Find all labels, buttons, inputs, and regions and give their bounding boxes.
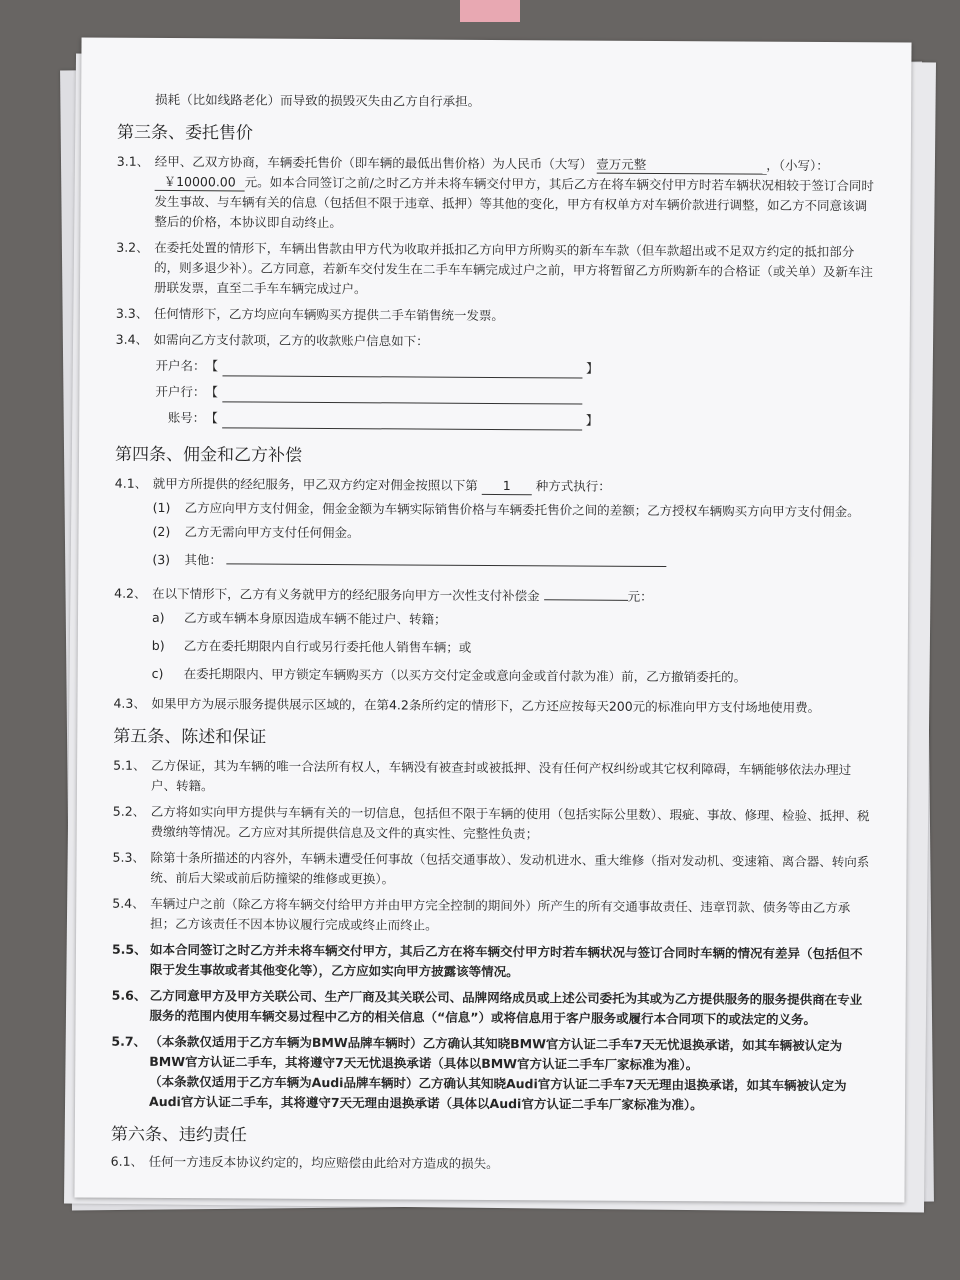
clause-number: 5.4、: [112, 895, 145, 911]
clause-text: 乙方保证，其为车辆的唯一合法所有权人，车辆没有被查封或被抵押、没有任何产权纠纷或其它权利障碍，车辆能够依法办理过户、转籍。: [150, 757, 852, 794]
pink-paper-edge: [460, 0, 520, 22]
clause-text: 如本合同签订之时乙方并未将车辆交付甲方，其后乙方在将车辆交付甲方时若车辆状况与签订合同时车辆的情况有差异（包括但不限于发生事故或者其他变化等），乙方应如实向甲方披露该等情况。: [149, 941, 863, 980]
clause-5-1: [113, 756, 873, 801]
clause-number: 5.3、: [112, 849, 145, 865]
clause-5-5: [112, 940, 872, 985]
price-upper-field: 壹万元整: [596, 157, 766, 175]
clause-text: （本条款仅适用于乙方车辆为BMW品牌车辆时）乙方确认其知晓BMW官方认证二手车7天无忧退换承诺，如其车辆被认定为BMW官方认证二手车，其将遵守7天无忧退换承诺（具体以BMW官方认证二手车厂家标准为准）。 （本条款仅适用于乙方车辆为Audi品牌车辆时）乙方确认其知晓Audi官方认证二手车7天无理由退换承诺，如其车辆被认定为Audi官方认证二手车，其将遵守7天无理由退换承诺（具体以Audi官方认证二手车厂家标准为准）。: [149, 1033, 847, 1113]
clause-text: 任何情形下，乙方均应向车辆购买方提供二手车销售统一发票。: [153, 305, 504, 324]
clause-number: 4.1、: [114, 475, 148, 491]
clause-5-3: [112, 848, 872, 893]
clause-3-2: [116, 238, 876, 303]
account-number-row: 账号： 【 】: [115, 408, 875, 433]
other-method-field[interactable]: [226, 563, 666, 567]
case-a: a) 乙方或车辆本身原因造成车辆不能过户、转籍；: [151, 609, 447, 627]
clause-5-4: [112, 894, 872, 939]
account-name-field[interactable]: [222, 359, 582, 378]
clause-number: 3.3、: [115, 305, 149, 321]
clause-6-1: [111, 1152, 871, 1177]
clause-number: 5.7、: [111, 1033, 147, 1049]
commission-method-field: 1: [482, 478, 532, 495]
account-bank-field[interactable]: [222, 385, 582, 404]
document-body: [111, 90, 878, 1177]
clause-number: 4.3、: [113, 695, 146, 711]
account-name-row: 开户名： 【 】: [115, 356, 875, 381]
clause-number: 6.1、: [110, 1153, 144, 1169]
clause-number: 5.5、: [111, 941, 147, 957]
option-2: (2) 乙方无需向甲方支付任何佣金。: [152, 523, 360, 541]
clause-5-7: [111, 1032, 871, 1117]
clause-text: 如需向乙方支付款项，乙方的收款账户信息如下：: [153, 331, 429, 349]
compensation-field[interactable]: [544, 599, 628, 601]
clause-5-6: [112, 986, 872, 1031]
clause-4-1: [115, 474, 875, 499]
clause-text: 就甲方所提供的经纪服务，甲乙双方约定对佣金按照以下第 1 种方式执行：: [152, 475, 611, 494]
clause-text: 如果甲方为展示服务提供展示区域的，在第4.2条所约定的情形下，乙方还应按每天200元的标准向甲方支付场地使用费。: [151, 695, 821, 716]
clause-3-3: [116, 304, 876, 329]
price-lower-field: ￥10000.00: [155, 174, 245, 192]
document-page: [74, 37, 911, 1202]
intro-line: 损耗（比如线路老化）而导致的损毁灭失由乙方自行承担。: [155, 91, 481, 109]
account-bank-row: 开户行： 【: [115, 382, 875, 407]
section-6-title: 第六条、违约责任: [110, 1124, 247, 1146]
option-1: (1) 乙方应向甲方支付佣金，佣金金额为车辆实际销售价格与车辆委托售价之间的差额；乙方授权车辆购买方向甲方支付佣金。: [152, 499, 860, 520]
section-4-title: 第四条、佣金和乙方补偿: [114, 444, 303, 466]
clause-text: 除第十条所描述的内容外，车辆未遭受任何事故（包括交通事故）、发动机进水、重大维修（指对发动机、变速箱、离合器、转向系统、前后大梁或前后防撞梁的维修或更换）。: [150, 849, 870, 887]
clause-3-1: [116, 152, 876, 237]
clause-5-2: [113, 802, 873, 847]
clause-text: 车辆过户之前（除乙方将车辆交付给甲方并由甲方完全控制的期间外）所产生的所有交通事故责任、违章罚款、债务等由乙方承担；乙方该责任不因本协议履行完成或终止而终止。: [150, 895, 851, 933]
option-3: (3) 其他：: [114, 550, 874, 575]
clause-4-3: [113, 694, 873, 719]
clause-text: 在以下情形下，乙方有义务就甲方的经纪服务向甲方一次性支付补偿金 元：: [152, 585, 653, 604]
clause-number: 3.2、: [116, 239, 149, 255]
account-number-field[interactable]: [222, 411, 582, 430]
clause-text: 经甲、乙双方协商，车辆委托售价（即车辆的最低出售价格）为人民币（大写） 壹万元整 ，（小写）： ￥10000.00 元。如本合同签订之前/之时乙方并未将车辆交付甲方，其后乙方在将车辆交付甲方时若车辆状况相较于签订合同时发生事故、与车辆有关的信息（包括但不限于违章、抵押）等其他的变化，甲方有权单方对车辆价款进行调整，如乙方不同意该调整后的价格，本协议即自动终止。: [154, 153, 874, 231]
clause-text: 乙方同意甲方及甲方关联公司、生产厂商及其关联公司、品牌网络成员或上述公司委托为其或为乙方提供服务的服务提供商在专业服务的范围内使用车辆交易过程中乙方的相关信息（“信息”）或将信息用于客户服务或履行本合同项下的或法定的义务。: [149, 987, 863, 1027]
clause-number: 5.2、: [112, 803, 146, 819]
clause-4-2: [114, 584, 874, 609]
clause-number: 3.1、: [116, 153, 150, 169]
section-3-title: 第三条、委托售价: [116, 122, 254, 144]
clause-text: 任何一方违反本协议约定的，均应赔偿由此给对方造成的损失。: [148, 1153, 499, 1172]
clause-number: 5.6、: [111, 987, 147, 1003]
clause-number: 5.1、: [113, 757, 146, 773]
case-c: c) 在委托期限内、甲方锁定车辆购买方（以买方交付定金或意向金或首付款为准）前，乙方撤销委托的。: [151, 665, 747, 685]
clause-number: 3.4、: [115, 331, 149, 347]
clause-number: 4.2、: [114, 585, 147, 601]
section-5-title: 第五条、陈述和保证: [113, 726, 267, 748]
case-b: b) 乙方在委托期限内自行或另行委托他人销售车辆；或: [151, 637, 472, 655]
clause-text: 在委托处置的情形下，车辆出售款由甲方代为收取并抵扣乙方向甲方所购买的新车车款（但车款超出或不足双方约定的抵扣部分的，则多退少补）。乙方同意，若新车交付发生在二手车车辆完成过户之前，甲方将暂留乙方所购新车的合格证（或关单）及新车注册联发票，直至二手车车辆完成过户。: [153, 239, 873, 297]
clause-3-4: [116, 330, 876, 355]
clause-text: 乙方将如实向甲方提供与车辆有关的一切信息，包括但不限于车辆的使用（包括实际公里数）、瑕疵、事故、修理、检验、抵押、税费缴纳等情况。乙方应对其所提供信息及文件的真实性、完整性负责；: [150, 803, 870, 842]
